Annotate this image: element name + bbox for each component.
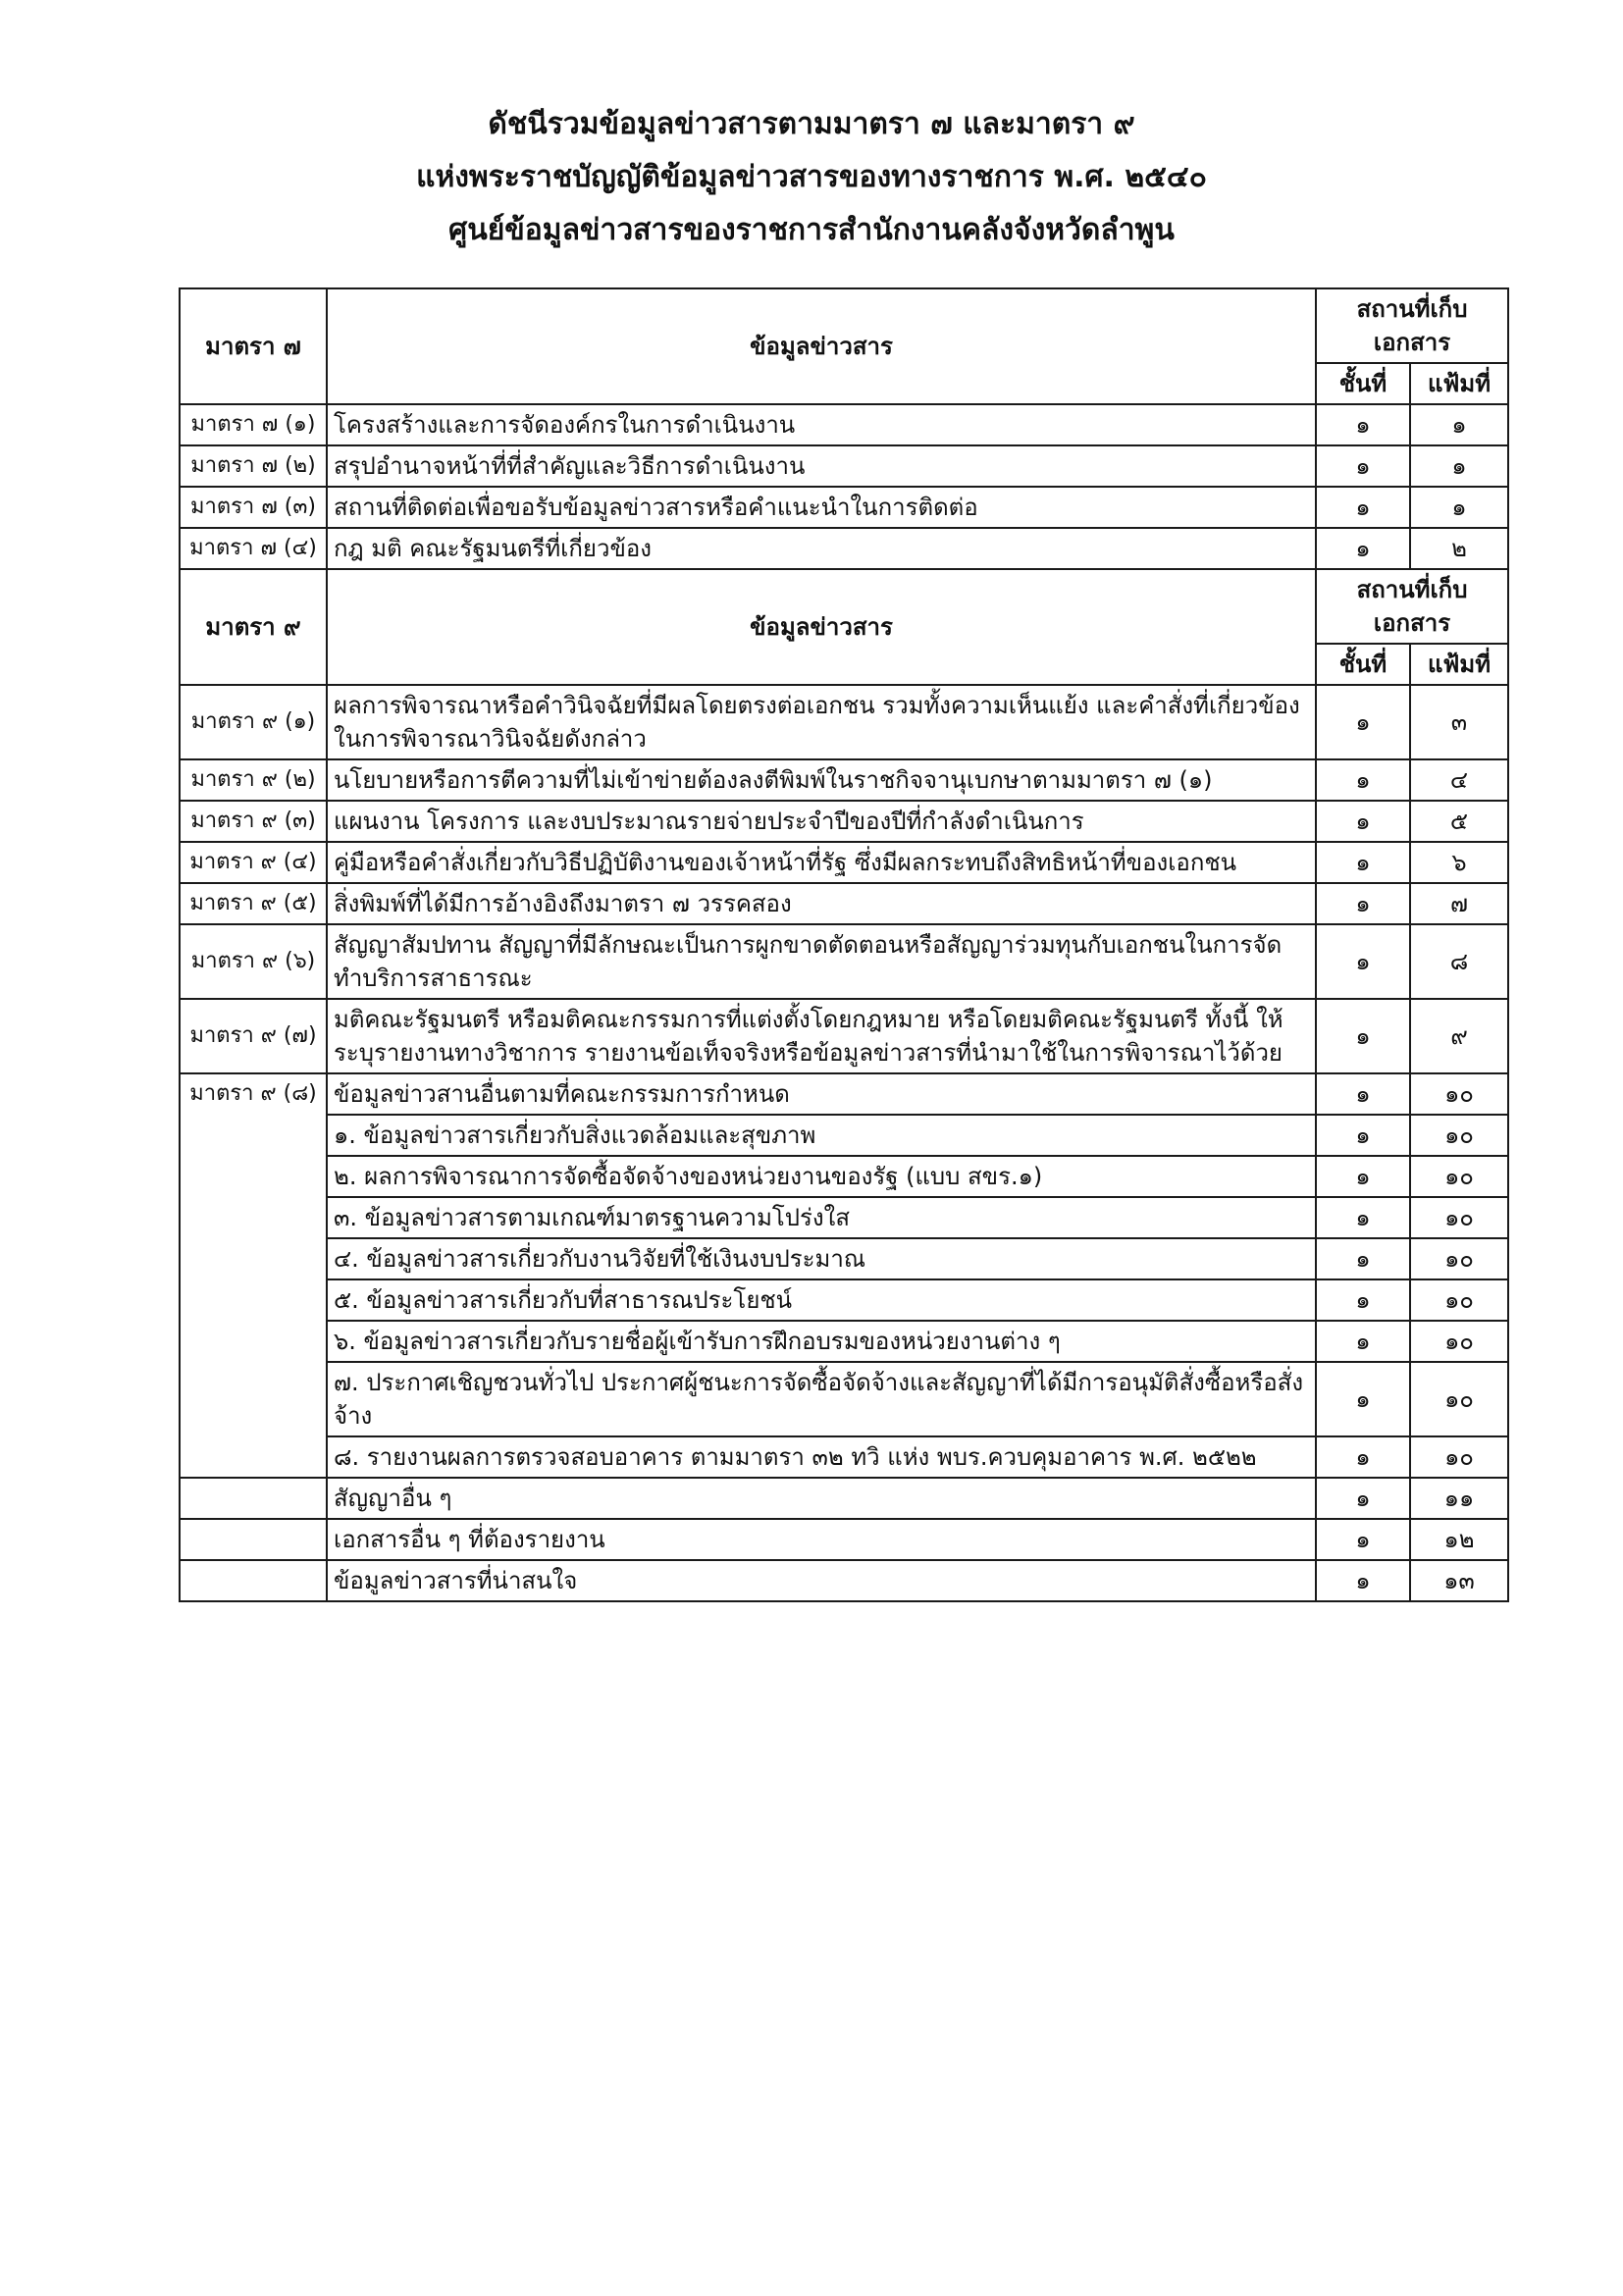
section-label: มาตรา ๙ (๘) bbox=[180, 1073, 327, 1115]
info-description: ๕. ข้อมูลข่าวสารเกี่ยวกับที่สาธารณประโยชน์ bbox=[327, 1279, 1316, 1321]
file-number: ๑๑ bbox=[1410, 1478, 1508, 1519]
section9-row bbox=[180, 842, 1508, 883]
document-title-block bbox=[0, 98, 1623, 257]
shelf-number: ๑ bbox=[1316, 404, 1410, 445]
section9-8-row bbox=[180, 1436, 1508, 1478]
shelf-number: ๑ bbox=[1316, 528, 1410, 569]
shelf-number: ๑ bbox=[1316, 1519, 1410, 1560]
section9-row bbox=[180, 924, 1508, 999]
section-label: มาตรา ๙ (๔) bbox=[180, 842, 327, 883]
info-description: สรุปอำนาจหน้าที่ที่สำคัญและวิธีการดำเนินงาน bbox=[327, 445, 1316, 487]
file-number: ๑๐ bbox=[1410, 1156, 1508, 1197]
section9-row bbox=[180, 759, 1508, 801]
section-label-empty bbox=[180, 1115, 327, 1156]
file-number: ๑๐ bbox=[1410, 1436, 1508, 1478]
info-description: ๘. รายงานผลการตรวจสอบอาคาร ตามมาตรา ๓๒ ทวิ แห่ง พบร.ควบคุมอาคาร พ.ศ. ๒๕๒๒ bbox=[327, 1436, 1316, 1478]
file-number: ๑๐ bbox=[1410, 1238, 1508, 1279]
section9-header-info: ข้อมูลข่าวสาร bbox=[327, 569, 1316, 685]
info-description: สถานที่ติดต่อเพื่อขอรับข้อมูลข่าวสารหรือคำแนะนำในการติดต่อ bbox=[327, 487, 1316, 528]
shelf-number: ๑ bbox=[1316, 1073, 1410, 1115]
file-number: ๕ bbox=[1410, 801, 1508, 842]
shelf-number: ๑ bbox=[1316, 999, 1410, 1073]
section9-8-row bbox=[180, 1238, 1508, 1279]
file-number: ๒ bbox=[1410, 528, 1508, 569]
section7-row bbox=[180, 404, 1508, 445]
section7-header-location: สถานที่เก็บเอกสาร bbox=[1316, 288, 1508, 363]
shelf-number: ๑ bbox=[1316, 1238, 1410, 1279]
section7-row bbox=[180, 528, 1508, 569]
section9-header-location: สถานที่เก็บเอกสาร bbox=[1316, 569, 1508, 644]
document-title-line-3: ศูนย์ข้อมูลข่าวสารของราชการสำนักงานคลังจังหวัดลำพูน bbox=[448, 213, 1175, 247]
file-number: ๑๐ bbox=[1410, 1197, 1508, 1238]
file-number: ๑ bbox=[1410, 445, 1508, 487]
section7-header-section: มาตรา ๗ bbox=[180, 288, 327, 404]
shelf-number: ๑ bbox=[1316, 1362, 1410, 1436]
section7-row bbox=[180, 445, 1508, 487]
section-label: มาตรา ๗ (๔) bbox=[180, 528, 327, 569]
shelf-number: ๑ bbox=[1316, 924, 1410, 999]
section-label-empty bbox=[180, 1197, 327, 1238]
section7-header-shelf: ชั้นที่ bbox=[1316, 363, 1410, 404]
file-number: ๑๐ bbox=[1410, 1115, 1508, 1156]
section9-header-row bbox=[180, 569, 1508, 644]
file-number: ๑ bbox=[1410, 487, 1508, 528]
info-description: ๗. ประกาศเชิญชวนทั่วไป ประกาศผู้ชนะการจัดซื้อจัดจ้างและสัญญาที่ได้มีการอนุมัติสั่งซื้อหรือสั่งจ้าง bbox=[327, 1362, 1316, 1436]
info-description: ข้อมูลข่าวสารที่น่าสนใจ bbox=[327, 1560, 1316, 1601]
shelf-number: ๑ bbox=[1316, 801, 1410, 842]
section-label: มาตรา ๙ (๒) bbox=[180, 759, 327, 801]
section-label: มาตรา ๙ (๓) bbox=[180, 801, 327, 842]
info-description: ๑. ข้อมูลข่าวสารเกี่ยวกับสิ่งแวดล้อมและสุขภาพ bbox=[327, 1115, 1316, 1156]
shelf-number: ๑ bbox=[1316, 685, 1410, 759]
info-description: เอกสารอื่น ๆ ที่ต้องรายงาน bbox=[327, 1519, 1316, 1560]
section7-header-row bbox=[180, 288, 1508, 363]
file-number: ๑๐ bbox=[1410, 1073, 1508, 1115]
section-label-empty bbox=[180, 1321, 327, 1362]
info-description: สัญญาสัมปทาน สัญญาที่มีลักษณะเป็นการผูกขาดตัดตอนหรือสัญญาร่วมทุนกับเอกชนในการจัดทำบริการสาธารณะ bbox=[327, 924, 1316, 999]
file-number: ๑๐ bbox=[1410, 1321, 1508, 1362]
extra-row bbox=[180, 1560, 1508, 1601]
section9-8-row bbox=[180, 1321, 1508, 1362]
info-description: ๖. ข้อมูลข่าวสารเกี่ยวกับรายชื่อผู้เข้ารับการฝึกอบรมของหน่วยงานต่าง ๆ bbox=[327, 1321, 1316, 1362]
document-title-line-2: แห่งพระราชบัญญัติข้อมูลข่าวสารของทางราชการ พ.ศ. ๒๕๔๐ bbox=[416, 160, 1207, 194]
section-label-empty bbox=[180, 1238, 327, 1279]
index-table-container bbox=[179, 287, 1492, 1602]
section-label-empty bbox=[180, 1156, 327, 1197]
file-number: ๑๓ bbox=[1410, 1560, 1508, 1601]
info-description: นโยบายหรือการตีความที่ไม่เข้าข่ายต้องลงตีพิมพ์ในราชกิจจานุเบกษาตามมาตรา ๗ (๑) bbox=[327, 759, 1316, 801]
section7-header-info: ข้อมูลข่าวสาร bbox=[327, 288, 1316, 404]
section9-header-shelf: ชั้นที่ bbox=[1316, 644, 1410, 685]
info-description: ผลการพิจารณาหรือคำวินิจฉัยที่มีผลโดยตรงต่อเอกชน รวมทั้งความเห็นแย้ง และคำสั่งที่เกี่ยวข้องในการพิจารณาวินิจฉัยดังกล่าว bbox=[327, 685, 1316, 759]
file-number: ๑ bbox=[1410, 404, 1508, 445]
shelf-number: ๑ bbox=[1316, 1279, 1410, 1321]
section9-header-file: แฟ้มที่ bbox=[1410, 644, 1508, 685]
shelf-number: ๑ bbox=[1316, 1156, 1410, 1197]
section-label: มาตรา ๗ (๑) bbox=[180, 404, 327, 445]
section9-8-row bbox=[180, 1279, 1508, 1321]
file-number: ๔ bbox=[1410, 759, 1508, 801]
section7-row bbox=[180, 487, 1508, 528]
section9-8-row bbox=[180, 1115, 1508, 1156]
section-label: มาตรา ๗ (๓) bbox=[180, 487, 327, 528]
shelf-number: ๑ bbox=[1316, 1478, 1410, 1519]
section9-row bbox=[180, 999, 1508, 1073]
info-description: สิ่งพิมพ์ที่ได้มีการอ้างอิงถึงมาตรา ๗ วรรคสอง bbox=[327, 883, 1316, 924]
section9-8-row bbox=[180, 1197, 1508, 1238]
index-table bbox=[179, 287, 1509, 1602]
shelf-number: ๑ bbox=[1316, 1436, 1410, 1478]
section9-8-row bbox=[180, 1073, 1508, 1115]
shelf-number: ๑ bbox=[1316, 445, 1410, 487]
file-number: ๗ bbox=[1410, 883, 1508, 924]
info-description: ข้อมูลข่าวสานอื่นตามที่คณะกรรมการกำหนด bbox=[327, 1073, 1316, 1115]
section-label: มาตรา ๙ (๕) bbox=[180, 883, 327, 924]
section-label-empty bbox=[180, 1560, 327, 1601]
document-title-line-1: ดัชนีรวมข้อมูลข่าวสารตามมาตรา ๗ และมาตรา ๙ bbox=[488, 107, 1135, 141]
extra-row bbox=[180, 1519, 1508, 1560]
shelf-number: ๑ bbox=[1316, 1115, 1410, 1156]
info-description: ๔. ข้อมูลข่าวสารเกี่ยวกับงานวิจัยที่ใช้เงินงบประมาณ bbox=[327, 1238, 1316, 1279]
info-description: คู่มือหรือคำสั่งเกี่ยวกับวิธีปฏิบัติงานของเจ้าหน้าที่รัฐ ซึ่งมีผลกระทบถึงสิทธิหน้าที่ของเอกชน bbox=[327, 842, 1316, 883]
section-label: มาตรา ๙ (๑) bbox=[180, 685, 327, 759]
shelf-number: ๑ bbox=[1316, 759, 1410, 801]
section7-header-file: แฟ้มที่ bbox=[1410, 363, 1508, 404]
section-label: มาตรา ๙ (๗) bbox=[180, 999, 327, 1073]
section-label-empty bbox=[180, 1362, 327, 1436]
file-number: ๘ bbox=[1410, 924, 1508, 999]
section9-header-section: มาตรา ๙ bbox=[180, 569, 327, 685]
shelf-number: ๑ bbox=[1316, 883, 1410, 924]
file-number: ๑๒ bbox=[1410, 1519, 1508, 1560]
section-label: มาตรา ๗ (๒) bbox=[180, 445, 327, 487]
file-number: ๑๐ bbox=[1410, 1362, 1508, 1436]
section9-row bbox=[180, 801, 1508, 842]
info-description: แผนงาน โครงการ และงบประมาณรายจ่ายประจำปีของปีที่กำลังดำเนินการ bbox=[327, 801, 1316, 842]
section9-row bbox=[180, 883, 1508, 924]
section-label-empty bbox=[180, 1478, 327, 1519]
section-label-empty bbox=[180, 1436, 327, 1478]
info-description: มติคณะรัฐมนตรี หรือมติคณะกรรมการที่แต่งตั้งโดยกฎหมาย หรือโดยมติคณะรัฐมนตรี ทั้งนี้ ให้ระบุรายงานทางวิชาการ รายงานข้อเท็จจริงหรือข้อมูลข่าวสารที่นำมาใช้ในการพิจารณาไว้ด้วย bbox=[327, 999, 1316, 1073]
shelf-number: ๑ bbox=[1316, 487, 1410, 528]
section-label: มาตรา ๙ (๖) bbox=[180, 924, 327, 999]
file-number: ๙ bbox=[1410, 999, 1508, 1073]
extra-row bbox=[180, 1478, 1508, 1519]
info-description: ๓. ข้อมูลข่าวสารตามเกณฑ์มาตรฐานความโปร่งใส bbox=[327, 1197, 1316, 1238]
section-label-empty bbox=[180, 1279, 327, 1321]
shelf-number: ๑ bbox=[1316, 842, 1410, 883]
info-description: ๒. ผลการพิจารณาการจัดซื้อจัดจ้างของหน่วยงานของรัฐ (แบบ สขร.๑) bbox=[327, 1156, 1316, 1197]
info-description: กฎ มติ คณะรัฐมนตรีที่เกี่ยวข้อง bbox=[327, 528, 1316, 569]
shelf-number: ๑ bbox=[1316, 1321, 1410, 1362]
section9-8-row bbox=[180, 1362, 1508, 1436]
info-description: โครงสร้างและการจัดองค์กรในการดำเนินงาน bbox=[327, 404, 1316, 445]
section9-8-row bbox=[180, 1156, 1508, 1197]
file-number: ๓ bbox=[1410, 685, 1508, 759]
file-number: ๑๐ bbox=[1410, 1279, 1508, 1321]
shelf-number: ๑ bbox=[1316, 1197, 1410, 1238]
shelf-number: ๑ bbox=[1316, 1560, 1410, 1601]
section-label-empty bbox=[180, 1519, 327, 1560]
section9-row bbox=[180, 685, 1508, 759]
info-description: สัญญาอื่น ๆ bbox=[327, 1478, 1316, 1519]
file-number: ๖ bbox=[1410, 842, 1508, 883]
